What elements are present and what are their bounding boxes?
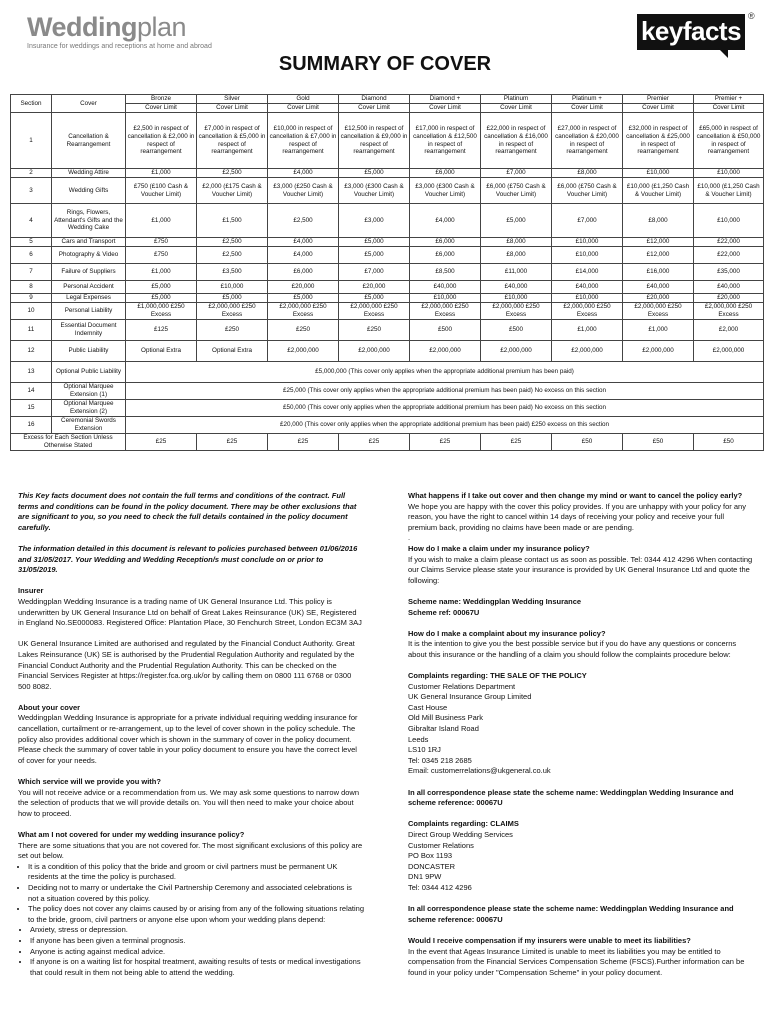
- compensation-text: In the event that Ageas Insurance Limited is unable to meet its liabilities you may be entitled to compensation from the Financial Services Compensation Scheme (FSCS).Further information can be found in your policy under "Compensation Scheme" in your policy document.: [408, 946, 745, 977]
- cover-limit-cell: £11,000: [481, 264, 552, 281]
- tier-header: Premier: [623, 95, 694, 104]
- cover-limit-cell: £2,500: [197, 169, 268, 178]
- cover-limit-cell: £7,000: [481, 169, 552, 178]
- cover-limit-cell: £17,000 in respect of cancellation & £12,500 in respect of rearrangement: [410, 113, 481, 169]
- tier-header: Diamond: [339, 95, 410, 104]
- cover-limit-cell: £1,500: [197, 204, 268, 238]
- logo-tagline: Insurance for weddings and receptions at home and abroad: [27, 43, 212, 50]
- exclusions-list: [18, 862, 364, 926]
- cover-limit-cell: £8,000: [623, 204, 694, 238]
- cover-limit-cell: £5,000: [339, 169, 410, 178]
- keyfacts-badge: keyfacts: [637, 14, 745, 50]
- cover-limit-cell: £8,000: [481, 247, 552, 264]
- cover-limit-cell: £5,000: [339, 294, 410, 303]
- cover-limit-cell: £1,000,000 £250 Excess: [126, 303, 197, 320]
- cover-limit-cell: £22,000: [694, 238, 764, 247]
- cover-limit-cell: £40,000: [623, 281, 694, 294]
- tier-header: Gold: [268, 95, 339, 104]
- cover-limit-cell: £40,000: [694, 281, 764, 294]
- cover-limit-cell: £8,000: [552, 169, 623, 178]
- section-number: 13: [11, 362, 52, 383]
- table-header-row: [11, 95, 764, 104]
- cover-limit-cell: £2,000,000: [481, 341, 552, 362]
- optional-cover-limit: £20,000 (This cover only applies when the appropriate additional premium has been paid) £250 excess on this section: [126, 417, 764, 434]
- cover-name: Wedding Gifts: [52, 178, 126, 204]
- tier-header: Premier +: [694, 95, 764, 104]
- section-number: 16: [11, 417, 52, 434]
- cover-limit-cell: £2,500: [268, 204, 339, 238]
- cover-name: Cars and Transport: [52, 238, 126, 247]
- correspondence-note: In all correspondence please state the scheme name: Weddingplan Wedding Insurance and scheme reference: 00067U: [408, 787, 734, 808]
- cover-limit-cell: £22,000: [694, 247, 764, 264]
- address-line: LS10 1RJ: [408, 745, 441, 755]
- cover-limit-cell: £10,000: [694, 204, 764, 238]
- cover-limit-cell: £4,000: [410, 204, 481, 238]
- exclusions-sublist: [18, 925, 364, 978]
- exclusion-item: • It is a condition of this policy that the bride and groom or civil partners must be permanent UK residents at the time the policy is purchased.: [28, 862, 364, 883]
- exclusion-subitem: • Anyone is acting against medical advice.: [30, 947, 364, 958]
- section-number: 15: [11, 400, 52, 417]
- cover-limit-cell: £3,500: [197, 264, 268, 281]
- cover-limit-cell: £6,000: [410, 169, 481, 178]
- cover-limit-cell: £3,000 (£300 Cash & Voucher Limit): [410, 178, 481, 204]
- cover-limit-cell: £2,500: [197, 247, 268, 264]
- cover-limit-cell: £2,000,000: [694, 341, 764, 362]
- service-heading: Which service will we provide you with?: [18, 777, 161, 787]
- cover-limit-cell: £750: [126, 238, 197, 247]
- cover-limit-header: Cover Limit: [694, 104, 764, 113]
- cover-limit-cell: £1,000: [126, 264, 197, 281]
- cover-name: Wedding Attire: [52, 169, 126, 178]
- cover-limit-cell: £65,000 in respect of cancellation & £50,000 in respect of rearrangement: [694, 113, 764, 169]
- intro-disclaimer: This Key facts document does not contain the full terms and conditions of the contract. Full terms and conditions can be found in the policy document. There may be other exclusions that are significant to you, so you need to check the full details contained in the policy document carefully.: [18, 491, 357, 532]
- claims-complaints-address: [408, 830, 754, 894]
- excess-cell: £25: [126, 434, 197, 451]
- cover-limit-cell: £2,000,000: [268, 341, 339, 362]
- scheme-name: Scheme name: Weddingplan Wedding Insurance: [408, 596, 582, 606]
- registered-mark: ®: [748, 11, 755, 21]
- tier-header: Diamond +: [410, 95, 481, 104]
- cover-limit-cell: £8,000: [481, 238, 552, 247]
- logo-part2: plan: [136, 12, 187, 42]
- tier-header: Platinum: [481, 95, 552, 104]
- cover-limit-cell: £22,000 in respect of cancellation & £16,000 in respect of rearrangement: [481, 113, 552, 169]
- cover-limit-cell: £1,000: [552, 320, 623, 341]
- cover-limit-cell: £10,000: [552, 238, 623, 247]
- cover-limit-cell: £20,000: [694, 294, 764, 303]
- cover-limit-cell: £7,000 in respect of cancellation & £5,000 in respect of rearrangement: [197, 113, 268, 169]
- cover-limit-cell: £3,000 (£300 Cash & Voucher Limit): [339, 178, 410, 204]
- correspondence-note: In all correspondence please state the scheme name: Weddingplan Wedding Insurance and scheme reference: 00067U: [408, 904, 734, 924]
- address-line: DONCASTER: [408, 861, 456, 871]
- excess-cell: £25: [481, 434, 552, 451]
- weddingplan-logo: [27, 12, 212, 50]
- section-number: 14: [11, 383, 52, 400]
- section-number: 7: [11, 264, 52, 281]
- cover-limit-cell: £2,000,000 £250 Excess: [623, 303, 694, 320]
- summary-of-cover-table: [10, 94, 764, 451]
- cover-limit-cell: £4,000: [268, 169, 339, 178]
- cover-limit-header: Cover Limit: [339, 104, 410, 113]
- cover-limit-cell: £2,000,000 £250 Excess: [694, 303, 764, 320]
- insurer-heading: Insurer: [18, 586, 44, 596]
- cover-limit-cell: Optional Extra: [126, 341, 197, 362]
- cover-limit-header: Cover Limit: [623, 104, 694, 113]
- cover-limit-cell: £10,000: [481, 294, 552, 303]
- not-covered-heading: What am I not covered for under my wedding insurance policy?: [18, 830, 245, 839]
- not-covered-text: There are some situations that you are not covered for. The most significant exclusions of this policy are set out below.: [18, 840, 363, 861]
- cover-limit-cell: £2,000: [694, 320, 764, 341]
- cover-limit-cell: £3,000 (£250 Cash & Voucher Limit): [268, 178, 339, 204]
- exclusion-item: • The policy does not cover any claims caused by or arising from any of the following situations relating to the bride, groom, civil partners or anyone else upon whom your wedding plans depend:: [28, 904, 364, 925]
- cover-name: Failure of Suppliers: [52, 264, 126, 281]
- cover-limit-cell: £12,000: [623, 247, 694, 264]
- cover-limit-cell: £2,000,000 £250 Excess: [197, 303, 268, 320]
- cover-limit-cell: £750: [126, 247, 197, 264]
- cover-name: Public Liability: [52, 341, 126, 362]
- cover-limit-cell: £2,000,000 £250 Excess: [410, 303, 481, 320]
- cover-limit-cell: £2,000,000 £250 Excess: [339, 303, 410, 320]
- section-number: 1: [11, 113, 52, 169]
- address-line: Cast House: [408, 702, 448, 712]
- cover-name: Cancellation & Rearrangement: [52, 113, 126, 169]
- cover-limit-cell: £10,000: [552, 247, 623, 264]
- exclusion-subitem: • If anyone is on a waiting list for hospital treatment, awaiting results of tests or medical investigations that could result in them not being able to attend the wedding.: [30, 957, 364, 978]
- cover-limit-cell: £10,000: [694, 169, 764, 178]
- section-number: 4: [11, 204, 52, 238]
- excess-cell: £25: [339, 434, 410, 451]
- address-line: Email: customerrelations@ukgeneral.co.uk: [408, 766, 551, 776]
- cover-name: Personal Accident: [52, 281, 126, 294]
- cover-name: Optional Marquee Extension (2): [52, 400, 126, 417]
- cover-limit-cell: £1,000: [126, 204, 197, 238]
- address-line: Old Mill Business Park: [408, 713, 484, 723]
- address-line: Tel: 0344 412 4296: [408, 882, 472, 892]
- section-number: 2: [11, 169, 52, 178]
- exclusion-item: • Deciding not to marry or undertake the Civil Partnership Ceremony and associated celebrations is not a situation covered by this policy.: [28, 883, 364, 904]
- cover-limit-cell: £4,000: [268, 238, 339, 247]
- cover-limit-header: Cover Limit: [268, 104, 339, 113]
- cover-name: Personal Liability: [52, 303, 126, 320]
- table-row: [11, 281, 764, 294]
- cover-limit-cell: £7,000: [339, 264, 410, 281]
- cover-limit-cell: £10,000 (£1,250 Cash & Voucher Limit): [623, 178, 694, 204]
- cover-limit-cell: £1,000: [126, 169, 197, 178]
- dates-notice: The information detailed in this document is relevant to policies purchased between 01/06/2016 and 31/05/2017. Your Wedding and Wedding Reception/s must conclude on or prior to 31/05/2019.: [18, 543, 358, 575]
- about-text: Weddingplan Wedding Insurance is appropriate for a private individual requiring wedding insurance for cancellation, curtailment or re-arrangement, up to the level of cover shown in the policy schedule. The policy also provides additional cover which is shown in the summary of cover in the policy document. Please check the summary of cover table in your policy document to ensure you have the correct level of cover for your needs.: [18, 713, 358, 765]
- address-line: Customer Relations: [408, 840, 474, 850]
- table-row: [11, 341, 764, 362]
- optional-cover-limit: £25,000 (This cover only applies when the appropriate additional premium has been paid) No excess on this section: [126, 383, 764, 400]
- cover-limit-cell: £2,000,000: [623, 341, 694, 362]
- address-line: PO Box 1193: [408, 851, 453, 861]
- cover-limit-cell: £750 (£100 Cash & Voucher Limit): [126, 178, 197, 204]
- claim-heading: How do I make a claim under my insurance policy?: [408, 543, 590, 553]
- compensation-heading: Would I receive compensation if my insurers were unable to meet its liabilities?: [408, 935, 691, 945]
- address-line: Tel: 0345 218 2685: [408, 755, 472, 765]
- excess-cell: £50: [623, 434, 694, 451]
- excess-cell: £25: [410, 434, 481, 451]
- cover-limit-cell: £250: [197, 320, 268, 341]
- section-number: 6: [11, 247, 52, 264]
- cover-name: Legal Expenses: [52, 294, 126, 303]
- section-number: 12: [11, 341, 52, 362]
- cover-limit-cell: £5,000: [197, 294, 268, 303]
- exclusion-subitem: • Anxiety, stress or depression.: [30, 925, 364, 936]
- cover-limit-cell: £40,000: [410, 281, 481, 294]
- cover-limit-cell: £5,000: [126, 281, 197, 294]
- table-row: [11, 169, 764, 178]
- excess-cell: £25: [268, 434, 339, 451]
- excess-cell: £25: [197, 434, 268, 451]
- cover-limit-cell: £10,000: [410, 294, 481, 303]
- cover-limit-cell: £250: [339, 320, 410, 341]
- cover-limit-header: Cover Limit: [197, 104, 268, 113]
- about-heading: About your cover: [18, 702, 81, 712]
- cover-name: Essential Document Indemnity: [52, 320, 126, 341]
- address-line: Gibraltar Island Road: [408, 724, 479, 734]
- left-column: [18, 491, 364, 978]
- address-line: DN1 9PW: [408, 872, 442, 882]
- address-line: Leeds: [408, 734, 429, 744]
- claim-text: If you wish to make a claim please contact us as soon as possible. Tel: 0344 412 4296 When contacting our Claims Service please state your insurance is provided by UK General Insurance Ltd and quote the following:: [408, 554, 753, 585]
- cover-limit-cell: £10,000: [197, 281, 268, 294]
- cover-limit-cell: £35,000: [694, 264, 764, 281]
- cover-limit-cell: £2,000,000: [410, 341, 481, 362]
- cover-limit-cell: £125: [126, 320, 197, 341]
- cover-limit-cell: £5,000: [126, 294, 197, 303]
- cover-limit-cell: £6,000 (£750 Cash & Voucher Limit): [552, 178, 623, 204]
- cover-limit-cell: £16,000: [623, 264, 694, 281]
- table-row: [11, 417, 764, 434]
- excess-cell: £50: [552, 434, 623, 451]
- cover-limit-cell: £2,500: [197, 238, 268, 247]
- page-title: SUMMARY OF COVER: [278, 53, 492, 75]
- cover-limit-cell: £27,000 in respect of cancellation & £20,000 in respect of rearrangement: [552, 113, 623, 169]
- cover-limit-cell: £2,000,000 £250 Excess: [268, 303, 339, 320]
- cover-name: Photography & Video: [52, 247, 126, 264]
- table-row: [11, 204, 764, 238]
- tier-header: Silver: [197, 95, 268, 104]
- cover-limit-cell: £20,000: [339, 281, 410, 294]
- cover-name: Optional Marquee Extension (1): [52, 383, 126, 400]
- address-line: UK General Insurance Group Limited: [408, 692, 532, 702]
- cover-limit-cell: £7,000: [552, 204, 623, 238]
- cover-limit-cell: £500: [410, 320, 481, 341]
- cover-limit-cell: Optional Extra: [197, 341, 268, 362]
- cover-limit-header: Cover Limit: [410, 104, 481, 113]
- complaint-heading: How do I make a complaint about my insurance policy?: [408, 628, 606, 638]
- sale-complaints-heading: Complaints regarding: THE SALE OF THE POLICY: [408, 671, 587, 681]
- logo-part1: Wedding: [27, 12, 137, 42]
- cover-limit-cell: £2,000,000 £250 Excess: [481, 303, 552, 320]
- cover-limit-cell: £2,000,000: [552, 341, 623, 362]
- table-row: [11, 383, 764, 400]
- cover-name: Optional Public Liability: [52, 362, 126, 383]
- cover-limit-header: Cover Limit: [552, 104, 623, 113]
- table-row: [11, 178, 764, 204]
- cover-limit-cell: £4,000: [268, 247, 339, 264]
- cover-limit-header: Cover Limit: [481, 104, 552, 113]
- cover-limit-cell: £10,000 in respect of cancellation & £7,000 in respect of rearrangement: [268, 113, 339, 169]
- cover-limit-cell: £10,000: [552, 294, 623, 303]
- change-mind-heading: What happens if I take out cover and then change my mind or want to cancel the policy early?: [408, 491, 743, 500]
- cover-limit-cell: £6,000 (£750 Cash & Voucher Limit): [481, 178, 552, 204]
- cover-limit-cell: £3,000: [339, 204, 410, 238]
- cover-limit-cell: £250: [268, 320, 339, 341]
- cover-limit-cell: £2,000,000: [339, 341, 410, 362]
- cover-limit-cell: £1,000: [623, 320, 694, 341]
- change-mind-text: We hope you are happy with the cover this policy provides. If you are unhappy with your policy for any reason, you have the right to cancel within 14 days of receiving your policy and receive your full premium back, providing no claims have been made or are pending.: [408, 501, 746, 532]
- address-line: Customer Relations Department: [408, 681, 516, 691]
- optional-cover-limit: £50,000 (This cover only applies when the appropriate additional premium has been paid) No excess on this section: [126, 400, 764, 417]
- cover-name: Ceremonial Swords Extension: [52, 417, 126, 434]
- cover-limit-cell: £500: [481, 320, 552, 341]
- complaint-text: It is the intention to give you the best possible service but if you do have any questions or concerns about this insurance or the handling of a claim you should follow the complaints procedure below:: [408, 639, 737, 659]
- cover-limit-cell: £2,000,000 £250 Excess: [552, 303, 623, 320]
- cover-limit-cell: £5,000: [339, 247, 410, 264]
- cover-limit-cell: £6,000: [268, 264, 339, 281]
- cover-limit-cell: £5,000: [339, 238, 410, 247]
- cover-limit-cell: £40,000: [552, 281, 623, 294]
- service-text: You will not receive advice or a recommendation from us. We may ask some questions to narrow down the selection of products that we will provide details on. You will then need to make your choice about how to proceed.: [18, 787, 359, 818]
- section-number: 8: [11, 281, 52, 294]
- cover-limit-cell: £2,500 in respect of cancellation & £2,000 in respect of rearrangement: [126, 113, 197, 169]
- cover-name: Rings, Flowers, Attendant's Gifts and the Wedding Cake: [52, 204, 126, 238]
- cover-header: Cover: [52, 95, 126, 113]
- excess-cell: £50: [694, 434, 764, 451]
- optional-cover-limit: £5,000,000 (This cover only applies when the appropriate additional premium has been paid): [126, 362, 764, 383]
- section-number: 10: [11, 303, 52, 320]
- cover-limit-cell: £5,000: [481, 204, 552, 238]
- scheme-ref: Scheme ref: 00067U: [408, 607, 480, 617]
- cover-limit-cell: £12,500 in respect of cancellation & £9,000 in respect of rearrangement: [339, 113, 410, 169]
- table-row: [11, 303, 764, 320]
- cover-limit-cell: £12,000: [623, 238, 694, 247]
- table-row: [11, 113, 764, 169]
- cover-limit-cell: £40,000: [481, 281, 552, 294]
- claims-complaints-heading: Complaints regarding: CLAIMS: [408, 819, 519, 829]
- excess-row: [11, 434, 764, 451]
- table-row: [11, 294, 764, 303]
- section-header: Section: [11, 95, 52, 113]
- insurer-text: Weddingplan Wedding Insurance is a trading name of UK General Insurance Ltd. This policy is underwritten by UK General Insurance Ltd on behalf of Great Lakes Reinsurance (UK) SE, Registered in England No.SE000083. Registered Office: Plantation Place, 30 Fenchurch Street, London EC3M 3AJ: [18, 596, 362, 628]
- authorised-text: UK General Insurance Limited are authorised and regulated by the Financial Conduct Authority. Great Lakes Reinsurance (UK) SE is authorised by the Prudential Regulation Authority and regulated by the Financial Conduct Authority and the Prudential Regulation Authority. This can be checked on the Financial Services Register at https://register.fca.org.uk/or by calling them on 0800 111 6768 or 0300 500 8082.: [18, 639, 355, 691]
- sale-complaints-address: [408, 682, 754, 777]
- cover-limit-cell: £20,000: [268, 281, 339, 294]
- table-row: [11, 320, 764, 341]
- table-row: [11, 264, 764, 281]
- section-number: 9: [11, 294, 52, 303]
- right-column: [408, 491, 754, 978]
- table-row: [11, 247, 764, 264]
- section-number: 3: [11, 178, 52, 204]
- cover-limit-cell: £6,000: [410, 247, 481, 264]
- cover-limit-cell: £6,000: [410, 238, 481, 247]
- cover-limit-cell: £32,000 in respect of cancellation & £25,000 in respect of rearrangement: [623, 113, 694, 169]
- cover-limit-cell: £10,000 (£1,250 Cash & Voucher Limit): [694, 178, 764, 204]
- address-line: Direct Group Wedding Services: [408, 830, 513, 839]
- cover-limit-cell: £5,000: [268, 294, 339, 303]
- section-number: 11: [11, 320, 52, 341]
- table-row: [11, 362, 764, 383]
- exclusion-subitem: • If anyone has been given a terminal prognosis.: [30, 936, 364, 947]
- table-row: [11, 238, 764, 247]
- section-number: 5: [11, 238, 52, 247]
- excess-label: Excess for Each Section Unless Otherwise Stated: [11, 434, 126, 451]
- tier-header: Bronze: [126, 95, 197, 104]
- cover-limit-cell: £8,500: [410, 264, 481, 281]
- cover-limit-header: Cover Limit: [126, 104, 197, 113]
- table-row: [11, 400, 764, 417]
- cover-limit-cell: £14,000: [552, 264, 623, 281]
- cover-limit-cell: £20,000: [623, 294, 694, 303]
- tier-header: Platinum +: [552, 95, 623, 104]
- cover-limit-cell: £10,000: [623, 169, 694, 178]
- separator-dot: .: [408, 533, 411, 543]
- cover-limit-cell: £2,000 (£175 Cash & Voucher Limit): [197, 178, 268, 204]
